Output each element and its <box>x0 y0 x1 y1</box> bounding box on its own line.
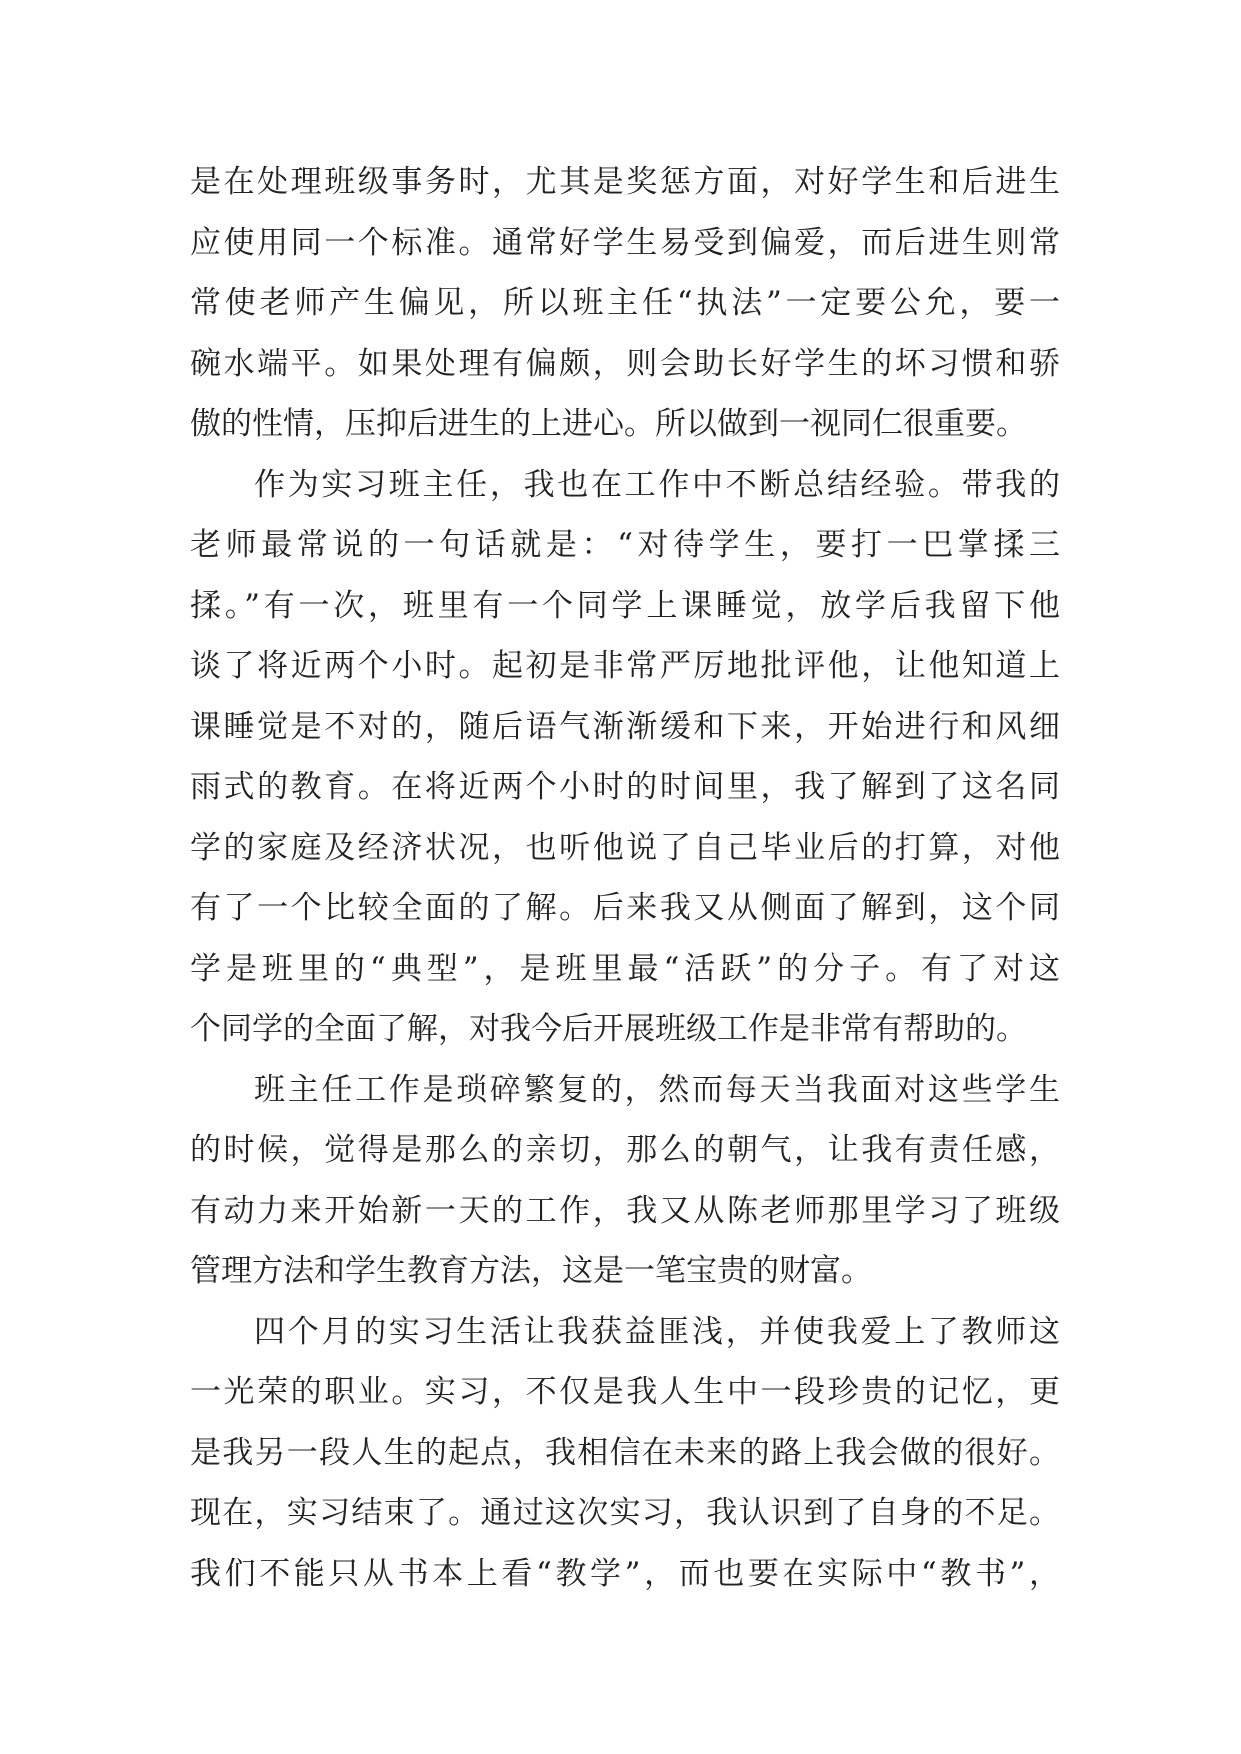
text-line: 是在处理班级事务时，尤其是奖惩方面，对好学生和后进生 <box>190 164 1060 200</box>
text-line: 揉。”有一次，班里有一个同学上课睡觉，放学后我留下他 <box>190 587 1060 624</box>
text-line: 雨式的教育。在将近两个小时的时间里，我了解到了这名同 <box>190 769 1060 805</box>
text-line: 学的家庭及经济状况，也听他说了自己毕业后的打算，对他 <box>190 829 1060 866</box>
text-line: 课睡觉是不对的，随后语气渐渐缓和下来，开始进行和风细 <box>190 708 1060 745</box>
text-line: 老师最常说的一句话就是：“对待学生，要打一巴掌揉三 <box>190 527 1060 563</box>
text-line: 一光荣的职业。实习，不仅是我人生中一段珍贵的记忆，更 <box>190 1374 1060 1410</box>
text-line: 个同学的全面了解，对我今后开展班级工作是非常有帮助的。 <box>190 1011 1027 1047</box>
text-line: 傲的性情，压抑后进生的上进心。所以做到一视同仁很重要。 <box>190 406 1027 442</box>
text-line: 我们不能只从书本上看“教学”，而也要在实际中“教书”， <box>190 1555 1060 1592</box>
document-body <box>190 152 1060 1604</box>
paragraph-first-line: 班主任工作是琐碎繁复的，然而每天当我面对这些学生 <box>254 1071 1060 1108</box>
paragraph-first-line: 四个月的实习生活让我获益匪浅，并使我爱上了教师这 <box>254 1313 1060 1350</box>
text-line: 是我另一段人生的起点，我相信在未来的路上我会做的很好。 <box>190 1434 1060 1471</box>
text-line: 有动力来开始新一天的工作，我又从陈老师那里学习了班级 <box>190 1192 1060 1229</box>
text-line: 有了一个比较全面的了解。后来我又从侧面了解到，这个同 <box>190 890 1060 926</box>
text-line: 管理方法和学生教育方法，这是一笔宝贵的财富。 <box>190 1253 872 1289</box>
text-line: 的时候，觉得是那么的亲切，那么的朝气，让我有责任感， <box>190 1132 1060 1168</box>
text-line: 应使用同一个标准。通常好学生易受到偏爱，而后进生则常 <box>190 224 1060 261</box>
text-line: 碗水端平。如果处理有偏颇，则会助长好学生的坏习惯和骄 <box>190 345 1060 382</box>
text-line: 常使老师产生偏见，所以班主任“执法”一定要公允，要一 <box>190 285 1060 321</box>
text-line: 谈了将近两个小时。起初是非常严厉地批评他，让他知道上 <box>190 648 1060 684</box>
text-line: 学是班里的“典型”，是班里最“活跃”的分子。有了对这 <box>190 950 1060 987</box>
text-line: 现在，实习结束了。通过这次实习，我认识到了自身的不足。 <box>190 1495 1060 1531</box>
paragraph-first-line: 作为实习班主任，我也在工作中不断总结经验。带我的 <box>254 466 1060 503</box>
